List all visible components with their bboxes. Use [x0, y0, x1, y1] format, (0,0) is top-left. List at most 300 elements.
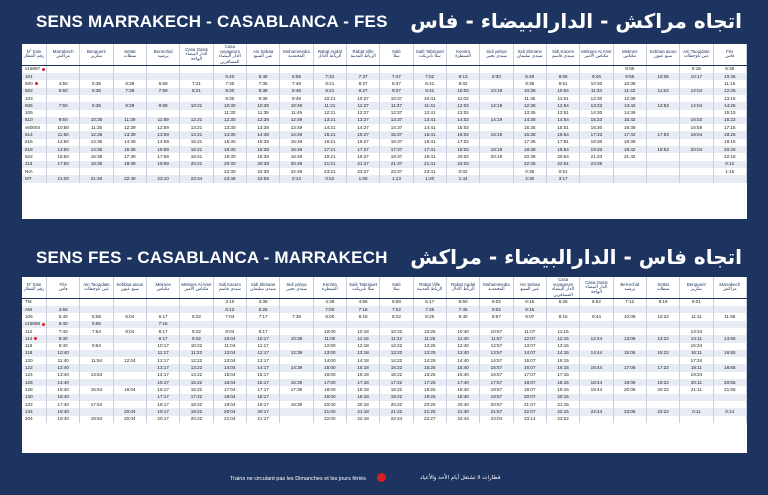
time-cell: 14:59: [146, 139, 179, 146]
time-cell: 21:27: [346, 161, 379, 168]
time-cell: 8:40: [47, 335, 80, 342]
time-cell: [546, 321, 579, 328]
column-header-fr: Meknes Al Amir: [181, 282, 212, 288]
time-cell: [146, 65, 179, 73]
time-cell: 15:39: [113, 146, 146, 153]
column-header-ar: مكناس: [623, 54, 637, 60]
time-cell: 10:49: [280, 102, 313, 109]
time-cell: 15:41: [413, 131, 446, 138]
time-cell: 1:13: [380, 175, 413, 182]
time-cell: 11:21: [313, 102, 346, 109]
time-cell: [113, 335, 146, 342]
time-cell: 16:22: [713, 117, 746, 124]
time-cell: 19:54: [80, 416, 113, 423]
time-cell: [113, 65, 146, 73]
time-cell: 9:30: [213, 95, 246, 102]
time-cell: [646, 357, 679, 364]
time-cell: 16:00: [313, 372, 346, 379]
column-header: [546, 44, 579, 65]
column-header: [680, 277, 713, 298]
table-row: [22, 95, 747, 102]
table-row: [22, 379, 747, 386]
time-cell: 18:25: [713, 131, 746, 138]
holiday-marker-icon: [34, 337, 37, 340]
time-cell: 17:35: [513, 139, 546, 146]
time-cell: 14:11: [680, 335, 713, 342]
column-header: [480, 44, 513, 65]
column-header: [480, 277, 513, 298]
time-cell: 11:25: [413, 335, 446, 342]
time-cell: 20:49: [280, 161, 313, 168]
time-cell: 9:49: [280, 95, 313, 102]
time-cell: 18:17: [146, 401, 179, 408]
time-cell: 18:44: [580, 379, 613, 386]
column-header: [513, 44, 546, 65]
time-cell: [280, 298, 313, 306]
time-cell: 11:35: [513, 95, 546, 102]
time-cell: 7:52: [413, 73, 446, 80]
time-cell: 17:06: [613, 364, 646, 371]
time-cell: 23:36: [580, 161, 613, 168]
column-header-fr: Casa voyageurs: [552, 277, 574, 288]
time-cell: 18:04: [680, 131, 713, 138]
time-cell: 21:21: [313, 161, 346, 168]
column-header-fr: Rabat Ville: [419, 282, 441, 288]
time-cell: [113, 321, 146, 328]
time-cell: 6:22: [180, 313, 213, 320]
time-cell: [280, 328, 313, 335]
time-cell: 14:38: [246, 131, 279, 138]
column-header: [380, 44, 413, 65]
time-cell: 13:40: [446, 350, 479, 357]
time-cell: 6:12: [213, 306, 246, 313]
time-cell: 17:34: [680, 357, 713, 364]
time-cell: 19:39: [280, 401, 313, 408]
time-cell: 19:42: [613, 146, 646, 153]
time-cell: 9:01: [680, 298, 713, 306]
time-cell: [146, 73, 179, 80]
time-cell: [646, 80, 679, 87]
time-cell: [646, 161, 679, 168]
table-row: [22, 372, 747, 379]
table-row: [22, 357, 747, 364]
time-cell: 14:22: [180, 372, 213, 379]
train-number: [22, 73, 47, 80]
train-number-text: 600: [25, 80, 33, 86]
time-cell: [713, 328, 746, 335]
time-cell: 23:21: [313, 168, 346, 175]
column-header-ar: برشيد: [624, 287, 636, 293]
train-number-text: 132: [25, 401, 33, 407]
time-cell: 17:17: [146, 394, 179, 401]
time-cell: [180, 95, 213, 102]
column-header-fr: Salé Tabriquet: [349, 282, 378, 288]
time-cell: 5:17: [413, 298, 446, 306]
time-cell: 10:35: [713, 73, 746, 80]
time-cell: [146, 95, 179, 102]
time-cell: 10:17: [146, 343, 179, 350]
time-cell: 6:04: [113, 313, 146, 320]
time-cell: 13:21: [180, 124, 213, 131]
time-cell: 13:15: [546, 343, 579, 350]
column-header: [146, 277, 179, 298]
train-number-text: 622: [25, 153, 33, 159]
time-cell: 18:30: [213, 153, 246, 160]
time-cell: [480, 168, 513, 175]
time-cell: 20:02: [446, 153, 479, 160]
time-cell: [113, 168, 146, 175]
time-cell: [113, 306, 146, 313]
time-cell: 16:30: [213, 146, 246, 153]
time-cell: 8:35: [80, 102, 113, 109]
time-cell: [613, 401, 646, 408]
time-cell: [280, 343, 313, 350]
time-cell: 8:41: [413, 80, 446, 87]
table-row: [22, 386, 747, 393]
train-number: [22, 65, 47, 73]
time-cell: 16:54: [546, 131, 579, 138]
time-cell: [580, 175, 613, 182]
table-row: [22, 313, 747, 320]
time-cell: [680, 306, 713, 313]
column-header: [113, 44, 146, 65]
time-cell: 12:15: [546, 335, 579, 342]
time-cell: 18:35: [80, 161, 113, 168]
time-cell: 22:15: [546, 408, 579, 415]
time-cell: 19:25: [413, 394, 446, 401]
time-cell: 10:40: [47, 350, 80, 357]
time-cell: 20:54: [546, 153, 579, 160]
train-number-text: v60004: [25, 124, 41, 130]
time-cell: 11:49: [280, 110, 313, 117]
time-cell: 4:56: [346, 298, 379, 306]
time-cell: 13:22: [380, 350, 413, 357]
column-header-ar: سطات: [123, 54, 137, 60]
time-cell: 10:17: [246, 335, 279, 342]
time-cell: 19:57: [480, 394, 513, 401]
column-header-ar: سلا: [393, 54, 400, 60]
time-cell: 16:38: [513, 131, 546, 138]
time-cell: [113, 379, 146, 386]
time-cell: 19:40: [446, 394, 479, 401]
time-cell: [580, 168, 613, 175]
time-cell: 18:54: [546, 146, 579, 153]
time-cell: [680, 175, 713, 182]
time-cell: 13:50: [47, 146, 80, 153]
time-cell: 5:58: [80, 313, 113, 320]
time-cell: 20:11: [680, 379, 713, 386]
time-cell: 23:22: [646, 408, 679, 415]
time-cell: [80, 306, 113, 313]
time-cell: 7:30: [213, 80, 246, 87]
time-cell: [613, 394, 646, 401]
time-cell: [513, 65, 546, 73]
column-header-fr: Salé: [392, 49, 401, 55]
time-cell: 21:22: [380, 408, 413, 415]
train-number: [22, 88, 47, 95]
column-header: [213, 44, 246, 65]
time-cell: 16:44: [580, 364, 613, 371]
train-number: [22, 131, 47, 138]
time-cell: 11:18: [346, 335, 379, 342]
time-cell: 18:15: [546, 379, 579, 386]
time-cell: 3:38: [246, 298, 279, 306]
time-cell: 13:33: [580, 102, 613, 109]
time-cell: 19:04: [213, 401, 246, 408]
time-cell: 11:22: [380, 335, 413, 342]
time-cell: [113, 298, 146, 306]
time-cell: [646, 168, 679, 175]
time-cell: 19:59: [146, 161, 179, 168]
time-cell: 4:50: [47, 80, 80, 87]
time-cell: 17:59: [146, 153, 179, 160]
time-cell: 22:44: [446, 416, 479, 423]
time-cell: [146, 110, 179, 117]
time-cell: 17:42: [613, 131, 646, 138]
time-cell: 9:41: [413, 88, 446, 95]
time-cell: 20:25: [413, 401, 446, 408]
time-cell: [180, 298, 213, 306]
time-cell: 18:19: [480, 146, 513, 153]
time-cell: 13:21: [313, 117, 346, 124]
column-header-fr: Mohammedia: [283, 49, 310, 55]
time-cell: 10:38: [246, 102, 279, 109]
time-cell: 6:02: [480, 298, 513, 306]
time-cell: 7:22: [380, 306, 413, 313]
time-cell: 17:39: [280, 386, 313, 393]
time-cell: 16:39: [280, 379, 313, 386]
column-header-fr: Salé: [392, 282, 401, 288]
time-cell: [613, 168, 646, 175]
header-northbound: [0, 0, 768, 44]
time-cell: 14:35: [80, 146, 113, 153]
column-header: [613, 44, 646, 65]
time-cell: 7:31: [313, 73, 346, 80]
time-cell: 22:30: [213, 168, 246, 175]
time-cell: 18:38: [513, 146, 546, 153]
column-header-ar: سبع عيون: [653, 54, 673, 60]
time-cell: 9:15: [546, 313, 579, 320]
time-cell: 15:00: [313, 364, 346, 371]
time-cell: 19:00: [313, 394, 346, 401]
time-cell: 11:59: [146, 117, 179, 124]
time-cell: [180, 65, 213, 73]
time-cell: 20:38: [246, 161, 279, 168]
time-cell: 15:02: [446, 124, 479, 131]
time-cell: 15:06: [613, 350, 646, 357]
column-header-ar: عين السبع: [253, 54, 273, 60]
column-header: [246, 277, 279, 298]
time-cell: [646, 124, 679, 131]
time-cell: 21:11: [680, 386, 713, 393]
time-cell: [680, 139, 713, 146]
time-cell: 16:17: [246, 379, 279, 386]
time-cell: 10:30: [580, 80, 613, 87]
time-cell: 9:51: [546, 80, 579, 87]
time-cell: [680, 394, 713, 401]
train-number: [22, 321, 47, 328]
time-cell: 14:39: [113, 139, 146, 146]
time-cell: 20:40: [446, 401, 479, 408]
time-cell: [47, 65, 80, 73]
time-cell: [80, 65, 113, 73]
time-cell: 10:19: [480, 88, 513, 95]
time-cell: 9:35: [513, 80, 546, 87]
time-cell: 14:40: [47, 379, 80, 386]
time-cell: 8:49: [280, 88, 313, 95]
time-cell: 23:37: [380, 168, 413, 175]
time-cell: 5:50: [47, 88, 80, 95]
column-header: [22, 277, 47, 298]
table-row: [22, 306, 747, 313]
time-cell: [646, 95, 679, 102]
time-cell: 13:30: [213, 124, 246, 131]
column-header-ar: بنكرير: [690, 287, 702, 293]
time-cell: 22:24: [380, 416, 413, 423]
column-header-ar: سلا: [393, 287, 400, 293]
column-header-fr: Meknes: [155, 282, 171, 288]
time-cell: 9:50: [47, 117, 80, 124]
time-cell: 18:18: [346, 386, 379, 393]
time-cell: 12:17: [246, 350, 279, 357]
time-cell: [113, 73, 146, 80]
time-cell: 0:51: [546, 168, 579, 175]
time-cell: [613, 416, 646, 423]
time-cell: 20:17: [246, 408, 279, 415]
time-cell: 12:49: [280, 117, 313, 124]
time-cell: [580, 328, 613, 335]
time-cell: 8:30: [480, 73, 513, 80]
time-cell: 23:34: [180, 175, 213, 182]
time-cell: 15:22: [646, 350, 679, 357]
time-cell: 9:22: [180, 335, 213, 342]
time-cell: 11:50: [47, 131, 80, 138]
time-cell: [713, 343, 746, 350]
time-cell: 8:18: [680, 65, 713, 73]
time-cell: 15:50: [47, 153, 80, 160]
time-cell: 10:22: [180, 343, 213, 350]
time-cell: 12:04: [113, 357, 146, 364]
time-cell: 16:37: [380, 139, 413, 146]
column-header: [446, 277, 479, 298]
train-number: [22, 175, 47, 182]
time-cell: 6:48: [246, 73, 279, 80]
column-header: [646, 277, 679, 298]
time-cell: 11:07: [513, 328, 546, 335]
table-row: [22, 168, 747, 175]
table-row: [22, 117, 747, 124]
time-cell: 11:38: [246, 110, 279, 117]
time-cell: 17:41: [413, 146, 446, 153]
time-cell: [613, 306, 646, 313]
time-cell: 11:55: [713, 313, 746, 320]
time-cell: 6:40: [213, 73, 246, 80]
train-number: [22, 102, 47, 109]
train-number: [22, 313, 47, 320]
time-cell: [446, 321, 479, 328]
column-header: [380, 277, 413, 298]
time-cell: [613, 321, 646, 328]
time-cell: 17:53: [646, 131, 679, 138]
time-cell: [546, 306, 579, 313]
time-cell: 6:26: [546, 298, 579, 306]
time-cell: 17:15: [546, 372, 579, 379]
table-row: [22, 416, 747, 423]
time-cell: 22:02: [446, 161, 479, 168]
time-cell: 17:50: [47, 161, 80, 168]
train-number-text: 120: [25, 357, 33, 363]
column-header-ar: فاس: [725, 54, 735, 60]
time-cell: 22:27: [413, 416, 446, 423]
time-cell: 10:35: [80, 117, 113, 124]
column-header-ar: سبع عيون: [120, 287, 139, 293]
time-cell: [646, 65, 679, 73]
time-cell: 3:10: [213, 298, 246, 306]
time-cell: 13:15: [713, 95, 746, 102]
time-cell: 0:02: [446, 168, 479, 175]
time-cell: 23:14: [513, 416, 546, 423]
train-number: [22, 394, 47, 401]
time-cell: [280, 372, 313, 379]
table-row: [22, 343, 747, 350]
time-cell: 14:39: [613, 110, 646, 117]
time-cell: 15:40: [446, 364, 479, 371]
time-cell: 11:57: [480, 335, 513, 342]
time-cell: 15:33: [580, 117, 613, 124]
time-cell: 10:54: [546, 88, 579, 95]
time-cell: 22:00: [313, 416, 346, 423]
time-cell: [580, 357, 613, 364]
time-cell: 17:22: [646, 364, 679, 371]
column-header-fr: Ain Taoujdate: [83, 282, 110, 288]
time-cell: [80, 110, 113, 117]
train-number-text: TM: [25, 299, 32, 305]
time-cell: [646, 139, 679, 146]
time-cell: 15:38: [246, 139, 279, 146]
time-cell: [180, 73, 213, 80]
time-cell: 18:00: [313, 386, 346, 393]
time-cell: 14:54: [546, 117, 579, 124]
column-header-fr: Rabat Agdal: [451, 282, 476, 288]
time-cell: 21:37: [380, 161, 413, 168]
time-cell: 20:18: [346, 401, 379, 408]
time-cell: 14:21: [313, 124, 346, 131]
time-cell: 16:21: [313, 139, 346, 146]
time-cell: [613, 328, 646, 335]
time-cell: [713, 394, 746, 401]
train-number: [22, 401, 47, 408]
column-header-fr: Sebbaa aioun: [116, 282, 144, 288]
time-cell: [513, 321, 546, 328]
time-cell: 8:21: [313, 80, 346, 87]
time-cell: 14:39: [280, 364, 313, 371]
train-number-text: 103: [25, 95, 33, 101]
time-cell: [480, 95, 513, 102]
time-cell: 11:22: [180, 350, 213, 357]
time-cell: 12:41: [413, 110, 446, 117]
time-cell: [280, 306, 313, 313]
time-cell: 8:18: [646, 298, 679, 306]
table-row: [22, 73, 747, 80]
time-cell: [646, 153, 679, 160]
time-cell: 1:20: [413, 175, 446, 182]
time-cell: 8:17: [146, 328, 179, 335]
time-cell: [480, 110, 513, 117]
column-header-fr: Meknes Al Amir: [581, 49, 612, 55]
train-number: [22, 124, 47, 131]
time-cell: [246, 321, 279, 328]
time-cell: 5:50: [446, 298, 479, 306]
